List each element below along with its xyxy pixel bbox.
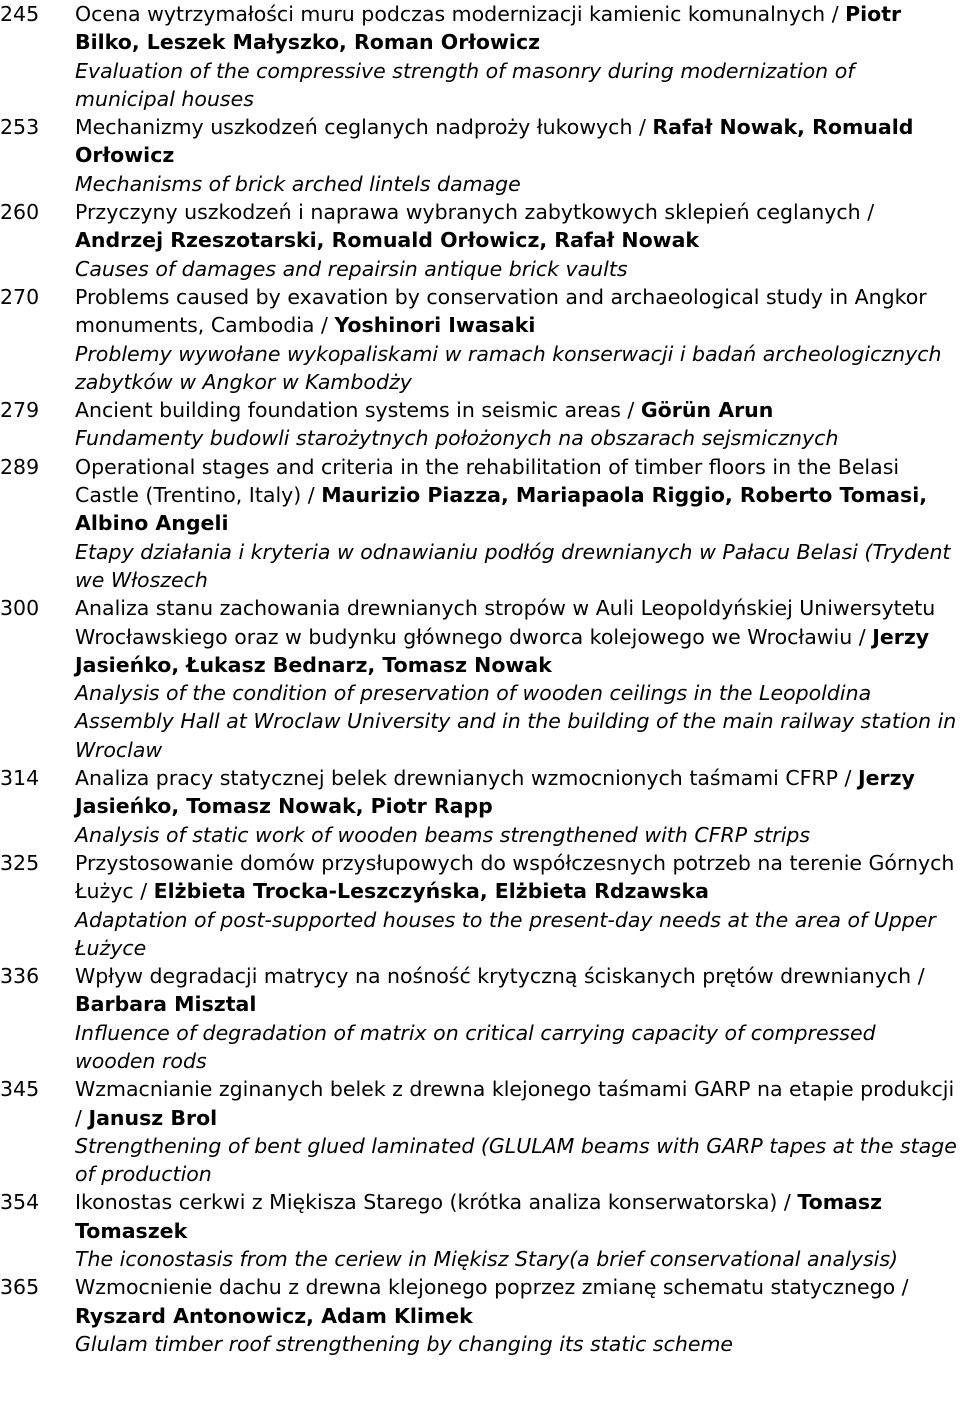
entry-translation: Strengthening of bent glued laminated (GLULAM beams with GARP tapes at the stage of production bbox=[75, 1133, 957, 1187]
page-number: 270 bbox=[0, 284, 40, 309]
page-number: 314 bbox=[0, 766, 40, 791]
entry-title: Ikonostas cerkwi z Miękisza Starego (krótka analiza konserwatorska) bbox=[75, 1190, 778, 1215]
toc-entry bbox=[0, 0, 960, 113]
entry-content: Wzmacnianie zginanych belek z drewna klejonego taśmami GARP na etapie produkcji / Janusz Brol Strengthening of bent glued laminated (GLULAM beams with GARP tapes at the stage of production bbox=[75, 1075, 960, 1188]
entry-authors: Andrzej Rzeszotarski, Romuald Orłowicz, Rafał Nowak bbox=[75, 228, 700, 253]
toc-entry bbox=[0, 962, 960, 1075]
entry-title: Wzmocnienie dachu z drewna klejonego poprzez zmianę schematu statycznego bbox=[75, 1275, 896, 1300]
entry-content: Ocena wytrzymałości muru podczas modernizacji kamienic komunalnych / Piotr Bilko, Leszek Małyszko, Roman Orłowicz Evaluation of the compressive strength of masonry during modernization of municipal houses bbox=[75, 0, 960, 113]
entry-title: Analiza pracy statycznej belek drewnianych wzmocnionych taśmami CFRP bbox=[75, 766, 839, 791]
entry-title: Wpływ degradacji matrycy na nośność krytyczną ściskanych prętów drewnianych bbox=[75, 964, 912, 989]
toc-entry bbox=[0, 113, 960, 198]
page-number: 345 bbox=[0, 1077, 40, 1102]
entry-content: Przyczyny uszkodzeń i naprawa wybranych zabytkowych sklepień ceglanych / Andrzej Rzeszotarski, Romuald Orłowicz, Rafał Nowak Causes of damages and repairsin antique brick vaults bbox=[75, 198, 960, 283]
entry-title: Ocena wytrzymałości muru podczas modernizacji kamienic komunalnych bbox=[75, 2, 826, 26]
entry-authors: Rafał Nowak, Romuald Orłowicz bbox=[75, 115, 914, 168]
entry-translation: Influence of degradation of matrix on critical carrying capacity of compressed wooden rods bbox=[75, 1020, 876, 1073]
entry-title: Mechanizmy uszkodzeń ceglanych nadproży łukowych bbox=[75, 115, 633, 140]
entry-translation: Problemy wywołane wykopaliskami w ramach konserwacji i badań archeologicznych zabytków w Angkor w Kambodży bbox=[75, 341, 942, 394]
entry-authors: Elżbieta Trocka-Leszczyńska, Elżbieta Rdzawska bbox=[153, 879, 709, 904]
entry-authors: Yoshinori Iwasaki bbox=[334, 313, 536, 338]
entry-authors: Maurizio Piazza, Mariapaola Riggio, Roberto Tomasi, Albino Angeli bbox=[75, 483, 928, 536]
entry-translation: Analysis of the condition of preservation of wooden ceilings in the Leopoldina Assembly Hall at Wroclaw University and in the building of the main railway station in Wroclaw bbox=[75, 681, 957, 762]
page-number: 336 bbox=[0, 964, 40, 989]
toc-entry bbox=[0, 1075, 960, 1188]
toc-entry bbox=[0, 453, 960, 594]
entry-title: Operational stages and criteria in the rehabilitation of timber floors in the Belasi Castle (Trentino, Italy) bbox=[75, 454, 900, 508]
toc-entry bbox=[0, 198, 960, 283]
entry-translation: Mechanisms of brick arched lintels damage bbox=[75, 171, 521, 196]
entry-title: Analiza stanu zachowania drewnianych stropów w Auli Leopoldyńskiej Uniwersytetu Wrocławskiego oraz w budynku głównego dworca kolejowego we Wrocławiu bbox=[75, 596, 936, 649]
toc-entry bbox=[0, 396, 960, 453]
entry-content: Przystosowanie domów przysłupowych do współczesnych potrzeb na terenie Górnych Łużyc / Elżbieta Trocka-Leszczyńska, Elżbieta Rdzawska Adaptation of post-supported houses to the present-day needs at the area of Upper Łużyce bbox=[75, 849, 960, 962]
page-number: 253 bbox=[0, 115, 40, 140]
entry-content: Wpływ degradacji matrycy na nośność krytyczną ściskanych prętów drewnianych / Barbara Misztal Influence of degradation of matrix on critical carrying capacity of compressed wooden rods bbox=[75, 962, 960, 1075]
entry-authors: Barbara Misztal bbox=[75, 992, 257, 1017]
page-number: 354 bbox=[0, 1190, 40, 1215]
page-number: 365 bbox=[0, 1275, 40, 1300]
entry-translation: Analysis of static work of wooden beams strengthened with CFRP strips bbox=[75, 822, 811, 847]
entry-translation: The iconostasis from the ceriew in Miękisz Stary(a brief conservational analysis) bbox=[75, 1247, 898, 1272]
entry-authors: Piotr Bilko, Leszek Małyszko, Roman Orłowicz bbox=[75, 2, 902, 55]
entry-title: Wzmacnianie zginanych belek z drewna klejonego taśmami GARP na etapie produkcji bbox=[75, 1077, 955, 1102]
entry-content: Ikonostas cerkwi z Miękisza Starego (krótka analiza konserwatorska) / Tomasz Tomaszek The iconostasis from the ceriew in Miękisz Stary(a brief conservational analysis) bbox=[75, 1188, 960, 1273]
entry-authors: Görün Arun bbox=[640, 398, 774, 423]
page-number: 325 bbox=[0, 850, 40, 875]
entry-translation: Fundamenty budowli starożytnych położonych na obszarach sejsmicznych bbox=[75, 426, 839, 451]
entry-authors: Jerzy Jasieńko, Łukasz Bednarz, Tomasz Nowak bbox=[75, 624, 930, 677]
entry-content: Wzmocnienie dachu z drewna klejonego poprzez zmianę schematu statycznego / Ryszard Antonowicz, Adam Klimek Glulam timber roof strengthening by changing its static scheme bbox=[75, 1273, 960, 1358]
entry-content: Analiza stanu zachowania drewnianych stropów w Auli Leopoldyńskiej Uniwersytetu Wrocławskiego oraz w budynku głównego dworca kolejowego we Wrocławiu / Jerzy Jasieńko, Łukasz Bednarz, Tomasz Nowak Analysis of the condition of preservation of wooden ceilings in the Leopoldina Assembly Hall at Wroclaw University and in the building of the main railway station in Wroclaw bbox=[75, 594, 960, 764]
entry-authors: Jerzy Jasieńko, Tomasz Nowak, Piotr Rapp bbox=[75, 766, 915, 819]
page-number: 245 bbox=[0, 2, 40, 26]
entry-translation: Evaluation of the compressive strength of masonry during modernization of municipal houses bbox=[75, 58, 855, 111]
entry-translation: Etapy działania i kryteria w odnawianiu podłóg drewnianych w Pałacu Belasi (Trydent we Włoszech bbox=[75, 539, 951, 592]
toc-entry bbox=[0, 764, 960, 849]
entry-translation: Glulam timber roof strengthening by changing its static scheme bbox=[75, 1331, 734, 1356]
page-number: 260 bbox=[0, 200, 40, 225]
page-number: 279 bbox=[0, 398, 40, 423]
entry-translation: Adaptation of post-supported houses to the present-day needs at the area of Upper Łużyce bbox=[75, 907, 936, 960]
toc-entry bbox=[0, 1188, 960, 1273]
entry-authors: Ryszard Antonowicz, Adam Klimek bbox=[75, 1303, 473, 1328]
entry-title: Przyczyny uszkodzeń i naprawa wybranych zabytkowych sklepień ceglanych bbox=[75, 200, 861, 225]
entry-content: Mechanizmy uszkodzeń ceglanych nadproży łukowych / Rafał Nowak, Romuald Orłowicz Mechanisms of brick arched lintels damage bbox=[75, 113, 960, 198]
entry-content: Ancient building foundation systems in seismic areas / Görün Arun Fundamenty budowli starożytnych położonych na obszarach sejsmicznych bbox=[75, 396, 960, 453]
toc-entry bbox=[0, 849, 960, 962]
entry-title: Przystosowanie domów przysłupowych do współczesnych potrzeb na terenie Górnych Łużyc bbox=[75, 850, 955, 904]
entry-authors: Janusz Brol bbox=[88, 1105, 218, 1130]
entry-content: Operational stages and criteria in the rehabilitation of timber floors in the Belasi Castle (Trentino, Italy) / Maurizio Piazza, Mariapaola Riggio, Roberto Tomasi, Albino Angeli Etapy działania i kryteria w odnawianiu podłóg drewnianych w Pałacu Belasi (Trydent we Włoszech bbox=[75, 453, 960, 594]
entry-authors: Tomasz Tomaszek bbox=[75, 1190, 883, 1243]
entry-title: Problems caused by exavation by conservation and archaeological study in Angkor monuments, Cambodia bbox=[75, 284, 927, 338]
entry-content: Problems caused by exavation by conservation and archaeological study in Angkor monuments, Cambodia / Yoshinori Iwasaki Problemy wywołane wykopaliskami w ramach konserwacji i badań archeologicznych zabytków w Angkor w Kambodży bbox=[75, 283, 960, 396]
toc-entry bbox=[0, 283, 960, 396]
toc-entry bbox=[0, 594, 960, 764]
page-number: 300 bbox=[0, 596, 40, 621]
entry-title: Ancient building foundation systems in seismic areas bbox=[75, 398, 621, 423]
entry-content: Analiza pracy statycznej belek drewnianych wzmocnionych taśmami CFRP / Jerzy Jasieńko, Tomasz Nowak, Piotr Rapp Analysis of static work of wooden beams strengthened with CFRP strips bbox=[75, 764, 960, 849]
page-number: 289 bbox=[0, 454, 40, 479]
entry-translation: Causes of damages and repairsin antique brick vaults bbox=[75, 256, 628, 281]
toc-entry bbox=[0, 1273, 960, 1358]
